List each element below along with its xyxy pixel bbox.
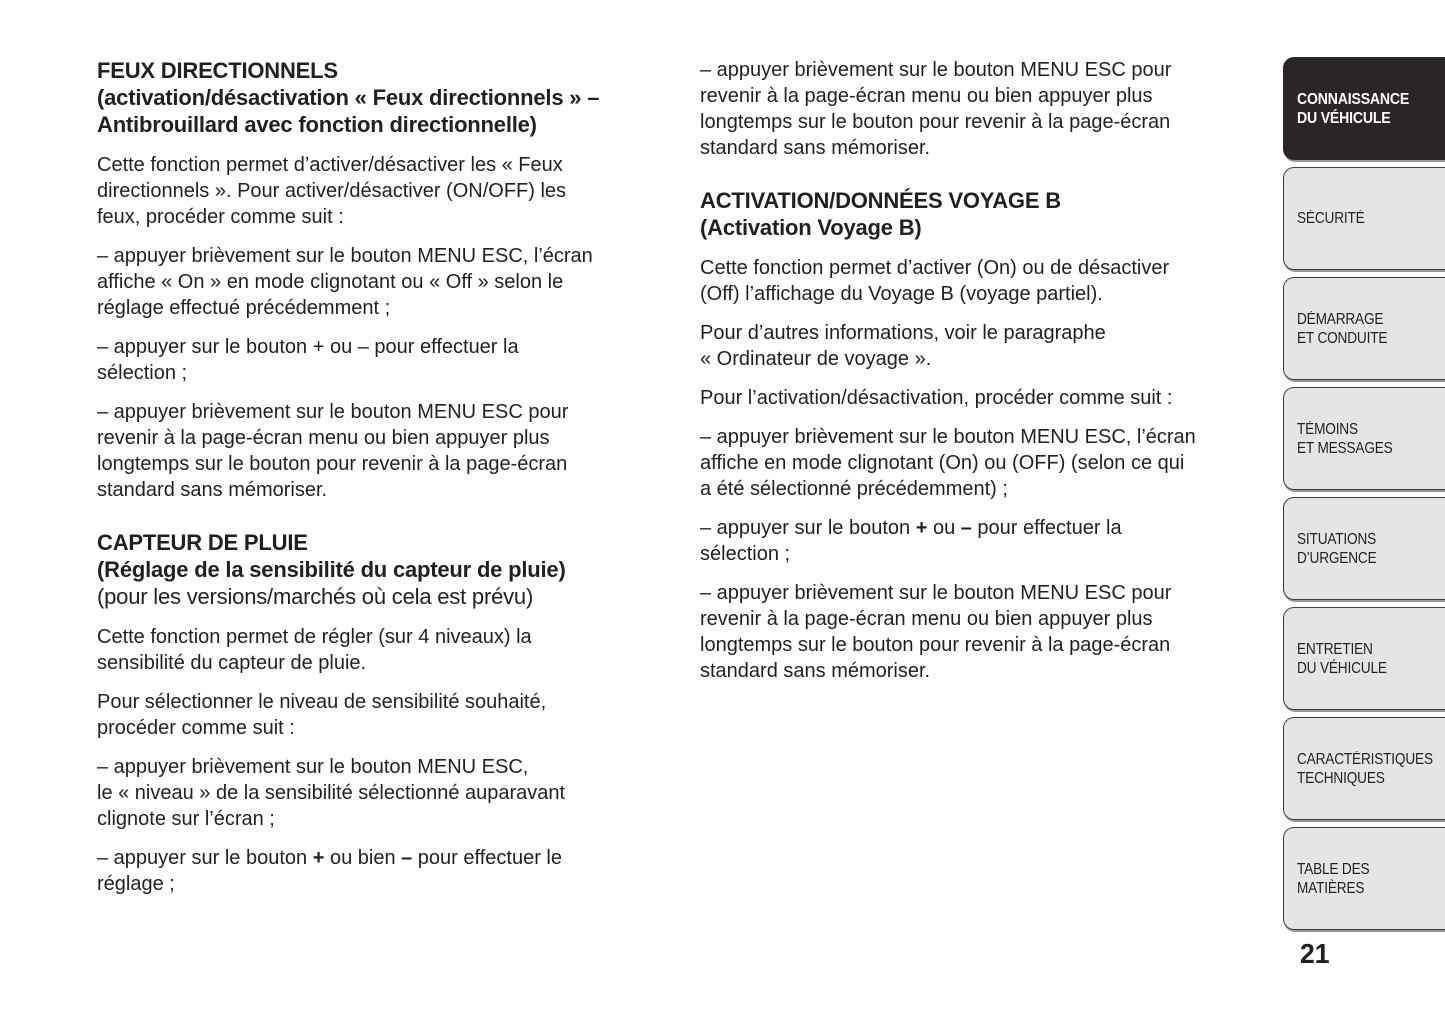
text-line: longtemps sur le bouton pour revenir à la page-écran <box>700 111 1171 133</box>
text-line: affiche en mode clignotant (On) ou (OFF) (selon ce qui <box>700 452 1185 474</box>
section-heading <box>700 187 1260 241</box>
text-line: sélection ; <box>97 362 188 384</box>
column-right <box>700 57 1260 697</box>
sidebar-tab-connaissance-du-vehicule[interactable] <box>1283 57 1445 160</box>
sidebar-tab-table-des-matieres[interactable] <box>1283 827 1445 930</box>
text-line: Pour sélectionner le niveau de sensibilité souhaité, <box>97 691 547 713</box>
text-line: – appuyer brièvement sur le bouton MENU ESC pour <box>97 401 569 423</box>
section-heading <box>97 57 672 138</box>
sidebar-tab-situations-d-urgence[interactable] <box>1283 497 1445 600</box>
sidebar-tab-caracteristiques-techniques[interactable] <box>1283 717 1445 820</box>
text-line: affiche « On » en mode clignotant ou « Off » selon le <box>97 271 564 293</box>
paragraph <box>700 57 1260 161</box>
heading-line: Antibrouillard avec fonction directionnelle) <box>97 112 537 137</box>
sidebar-tab-label: TABLE DES MATIÈRES <box>1297 860 1370 897</box>
paragraph <box>97 754 672 832</box>
paragraph <box>700 580 1260 684</box>
text-line: directionnels ». Pour activer/désactiver (ON/OFF) les <box>97 180 567 202</box>
text-line: – appuyer brièvement sur le bouton MENU ESC, l’écran <box>700 426 1196 448</box>
sidebar-tab-label: CARACTÉRISTIQUES TECHNIQUES <box>1297 750 1433 787</box>
text-line: longtemps sur le bouton pour revenir à la page-écran <box>700 634 1171 656</box>
sidebar-tab-label: DÉMARRAGE ET CONDUITE <box>1297 310 1388 347</box>
text-line: réglage effectué précédemment ; <box>97 297 391 319</box>
column-left <box>97 57 672 910</box>
text-line: réglage ; <box>97 873 175 895</box>
sidebar-tab-label: SÉCURITÉ <box>1297 210 1365 227</box>
text-line: clignote sur l’écran ; <box>97 808 275 830</box>
paragraph <box>97 399 672 503</box>
paragraph <box>97 152 672 230</box>
text-line: – appuyer brièvement sur le bouton MENU ESC, l’écran <box>97 245 593 267</box>
sidebar-tab-temoins-et-messages[interactable] <box>1283 387 1445 490</box>
text-line: Cette fonction permet d’activer/désactiver les « Feux <box>97 154 563 176</box>
text-line: Pour l’activation/désactivation, procéder comme suit : <box>700 387 1173 409</box>
paragraph <box>97 845 672 897</box>
text-line: procéder comme suit : <box>97 717 295 739</box>
text-line: standard sans mémoriser. <box>97 479 328 501</box>
paragraph <box>97 243 672 321</box>
text-line: « Ordinateur de voyage ». <box>700 348 932 370</box>
paragraph <box>700 424 1260 502</box>
text-line: – appuyer brièvement sur le bouton MENU ESC pour <box>700 582 1172 604</box>
sidebar-tab-label: SITUATIONS D’URGENCE <box>1297 530 1377 567</box>
sidebar-tabs <box>1283 57 1445 937</box>
sidebar-tab-label: TÉMOINS ET MESSAGES <box>1297 420 1393 457</box>
paragraph <box>97 689 672 741</box>
paragraph <box>97 624 672 676</box>
section-heading <box>97 529 672 610</box>
text-line: sélection ; <box>700 543 791 565</box>
text-line: revenir à la page-écran menu ou bien appuyer plus <box>97 427 550 449</box>
page-number: 21 <box>1300 938 1330 969</box>
text-line: revenir à la page-écran menu ou bien appuyer plus <box>700 85 1153 107</box>
heading-line: ACTIVATION/DONNÉES VOYAGE B <box>700 188 1061 213</box>
paragraph <box>97 334 672 386</box>
text-line: Cette fonction permet de régler (sur 4 niveaux) la <box>97 626 532 648</box>
text-line: longtemps sur le bouton pour revenir à la page-écran <box>97 453 568 475</box>
text-line: sensibilité du capteur de pluie. <box>97 652 367 674</box>
text-line: – appuyer brièvement sur le bouton MENU ESC, <box>97 756 529 778</box>
text-line: standard sans mémoriser. <box>700 660 931 682</box>
heading-line: (pour les versions/marchés où cela est prévu) <box>97 584 534 609</box>
heading-line: CAPTEUR DE PLUIE <box>97 530 308 555</box>
paragraph <box>700 320 1260 372</box>
sidebar-tab-label: CONNAISSANCE DU VÉHICULE <box>1297 90 1410 127</box>
text-line: revenir à la page-écran menu ou bien appuyer plus <box>700 608 1153 630</box>
paragraph <box>700 515 1260 567</box>
text-line: le « niveau » de la sensibilité sélectionné auparavant <box>97 782 566 804</box>
text-line: Cette fonction permet d’activer (On) ou de désactiver <box>700 257 1170 279</box>
text-line: – appuyer brièvement sur le bouton MENU ESC pour <box>700 59 1172 81</box>
text-line: Pour d’autres informations, voir le paragraphe <box>700 322 1106 344</box>
text-line: – appuyer sur le bouton + ou – pour effectuer la <box>700 517 1122 539</box>
heading-line: (Réglage de la sensibilité du capteur de pluie) <box>97 557 566 582</box>
heading-line: (activation/désactivation « Feux directionnels » – <box>97 85 600 110</box>
sidebar-tab-label: ENTRETIEN DU VÉHICULE <box>1297 640 1387 677</box>
text-line: a été sélectionné précédemment) ; <box>700 478 1008 500</box>
paragraph <box>700 385 1260 411</box>
heading-line: (Activation Voyage B) <box>700 215 922 240</box>
text-line: feux, procéder comme suit : <box>97 206 344 228</box>
text-line: (Off) l’affichage du Voyage B (voyage partiel). <box>700 283 1103 305</box>
heading-line: FEUX DIRECTIONNELS <box>97 58 338 83</box>
sidebar-tab-securite[interactable] <box>1283 167 1445 270</box>
sidebar-tab-demarrage-et-conduite[interactable] <box>1283 277 1445 380</box>
paragraph <box>700 255 1260 307</box>
text-line: standard sans mémoriser. <box>700 137 931 159</box>
text-line: – appuyer sur le bouton + ou bien – pour effectuer le <box>97 847 562 869</box>
text-line: – appuyer sur le bouton + ou – pour effectuer la <box>97 336 519 358</box>
sidebar-tab-entretien-du-vehicule[interactable] <box>1283 607 1445 710</box>
